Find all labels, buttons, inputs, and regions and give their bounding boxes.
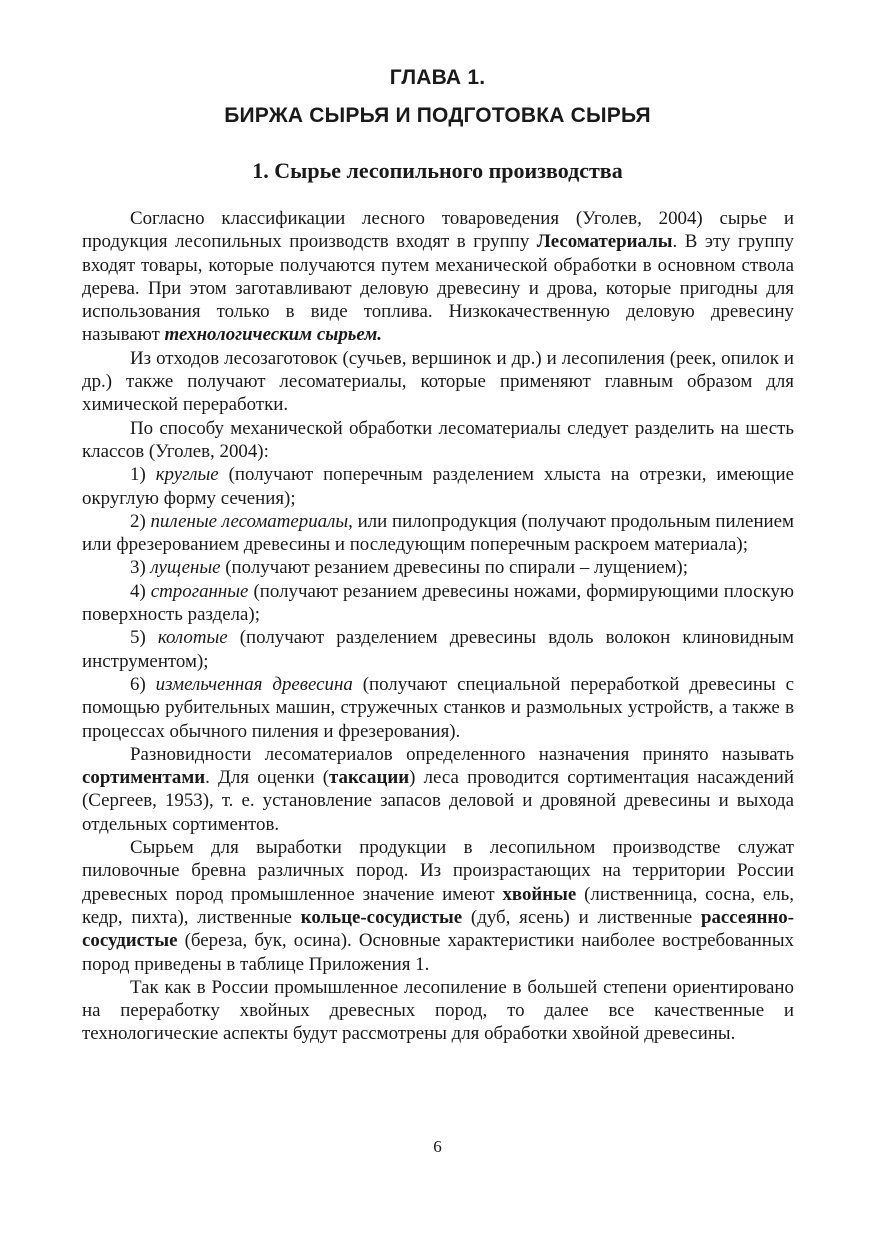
- text-run: . В эту группу входят товары, которые получаются путем механической обработки в основном ствола дерева. При этом заготавливают деловую древесину и дрова, которые пригодны для использования только в виде топлива. Низкокачественную деловую древесину называют: [82, 231, 794, 346]
- class-item: [82, 673, 794, 743]
- body-text: [82, 207, 794, 1046]
- class-description: (получают специальной переработкой древесины с помощью рубительных машин, стружечных станков и размольных устройств, а также в процессах обычного пиления и фрезерования).: [82, 673, 794, 742]
- class-term: лущеные: [150, 557, 221, 579]
- paragraph-closing: Так как в России промышленное лесопиление в большей степени ориентировано на переработку хвойных древесных пород, то далее все качественные и технологические аспекты будут рассмотрены для обработки хвойной древесины.: [82, 976, 794, 1045]
- text-run: (береза, бук, осина). Основные характеристики наиболее востребованных пород приведены в таблице Приложения 1.: [82, 930, 794, 975]
- text-run: Сырьем для выработки продукции в лесопильном производстве служат пиловочные бревна различных пород. Из произрастающих на территории России древесных пород промышленное значение имеют: [82, 837, 794, 905]
- class-item: [82, 580, 794, 627]
- text-run: . Для оценки (: [205, 767, 330, 789]
- class-term: измельченная древесина: [155, 673, 353, 695]
- text-run: Разновидности лесоматериалов определенного назначения принято называть: [130, 743, 794, 765]
- chapter-number: ГЛАВА 1.: [389, 66, 486, 89]
- paragraph-six-classes: По способу механической обработки лесоматериалы следует разделить на шесть классов (Уголев, 2004):: [82, 417, 794, 462]
- class-description: (получают поперечным разделением хлыста на отрезки, имеющие округлую форму сечения);: [82, 464, 794, 509]
- class-description: (получают разделением древесины вдоль волокон клиновидным инструментом);: [82, 627, 794, 672]
- text-run: (дуб, ясень) и лиственные: [462, 906, 701, 928]
- class-number: 1): [130, 464, 156, 486]
- paragraph-assortments: [82, 743, 794, 836]
- class-description: (получают резанием древесины ножами, формирующими плоскую поверхность раздела);: [82, 580, 794, 626]
- term-sortimenty: сортиментами: [82, 767, 206, 789]
- term-ring-porous: кольце-сосудистые: [300, 906, 463, 928]
- paragraph-waste: Из отходов лесозаготовок (сучьев, вершинок и др.) и лесопиления (реек, опилок и др.) также получают лесоматериалы, которые применяют главным образом для химической переработки.: [82, 347, 794, 416]
- paragraph-classification: [82, 207, 794, 347]
- section-title: 1. Сырье лесопильного производства: [252, 158, 623, 183]
- term-lesomaterialy: Лесоматериалы: [536, 231, 673, 253]
- class-number: 5): [130, 627, 158, 649]
- page-number: 6: [433, 1137, 442, 1156]
- class-term: строганные: [150, 580, 249, 602]
- text-run: (лиственница, сосна, ель, кедр, пихта), лиственные: [82, 883, 794, 928]
- paragraph-species: [82, 836, 794, 976]
- class-item: [82, 626, 794, 673]
- class-item: [82, 510, 794, 557]
- text-run: Согласно классификации лесного товароведения (Уголев, 2004) сырье и продукция лесопильных производств входят в группу: [82, 208, 794, 253]
- class-term: пиленые лесоматериалы: [150, 510, 349, 532]
- text-run: ) леса проводится сортиментация насаждений (Сергеев, 1953), т. е. установление запасов деловой и дровяной древесины и выхода отдельных сортиментов.: [82, 767, 794, 835]
- class-item: [82, 556, 794, 579]
- class-number: 4): [130, 580, 151, 602]
- class-term: круглые: [155, 464, 219, 486]
- class-term: колотые: [157, 627, 228, 649]
- class-number: 6): [130, 673, 156, 695]
- term-coniferous: хвойные: [502, 883, 577, 905]
- chapter-title: БИРЖА СЫРЬЯ И ПОДГОТОВКА СЫРЬЯ: [224, 104, 651, 127]
- class-description: (получают резанием древесины по спирали – лущением);: [220, 557, 688, 579]
- term-tech-raw-material: технологическим сырьем.: [164, 324, 382, 346]
- term-taksatsiya: таксации: [329, 767, 410, 789]
- class-item: [82, 463, 794, 510]
- class-number: 3): [130, 557, 151, 579]
- class-number: 2): [130, 510, 151, 532]
- class-description: , или пилопродукция (получают продольным пилением или фрезерованием древесины и последующим поперечным раскроем материала);: [82, 510, 794, 556]
- term-diffuse-porous: рассеянно-сосудистые: [82, 906, 794, 952]
